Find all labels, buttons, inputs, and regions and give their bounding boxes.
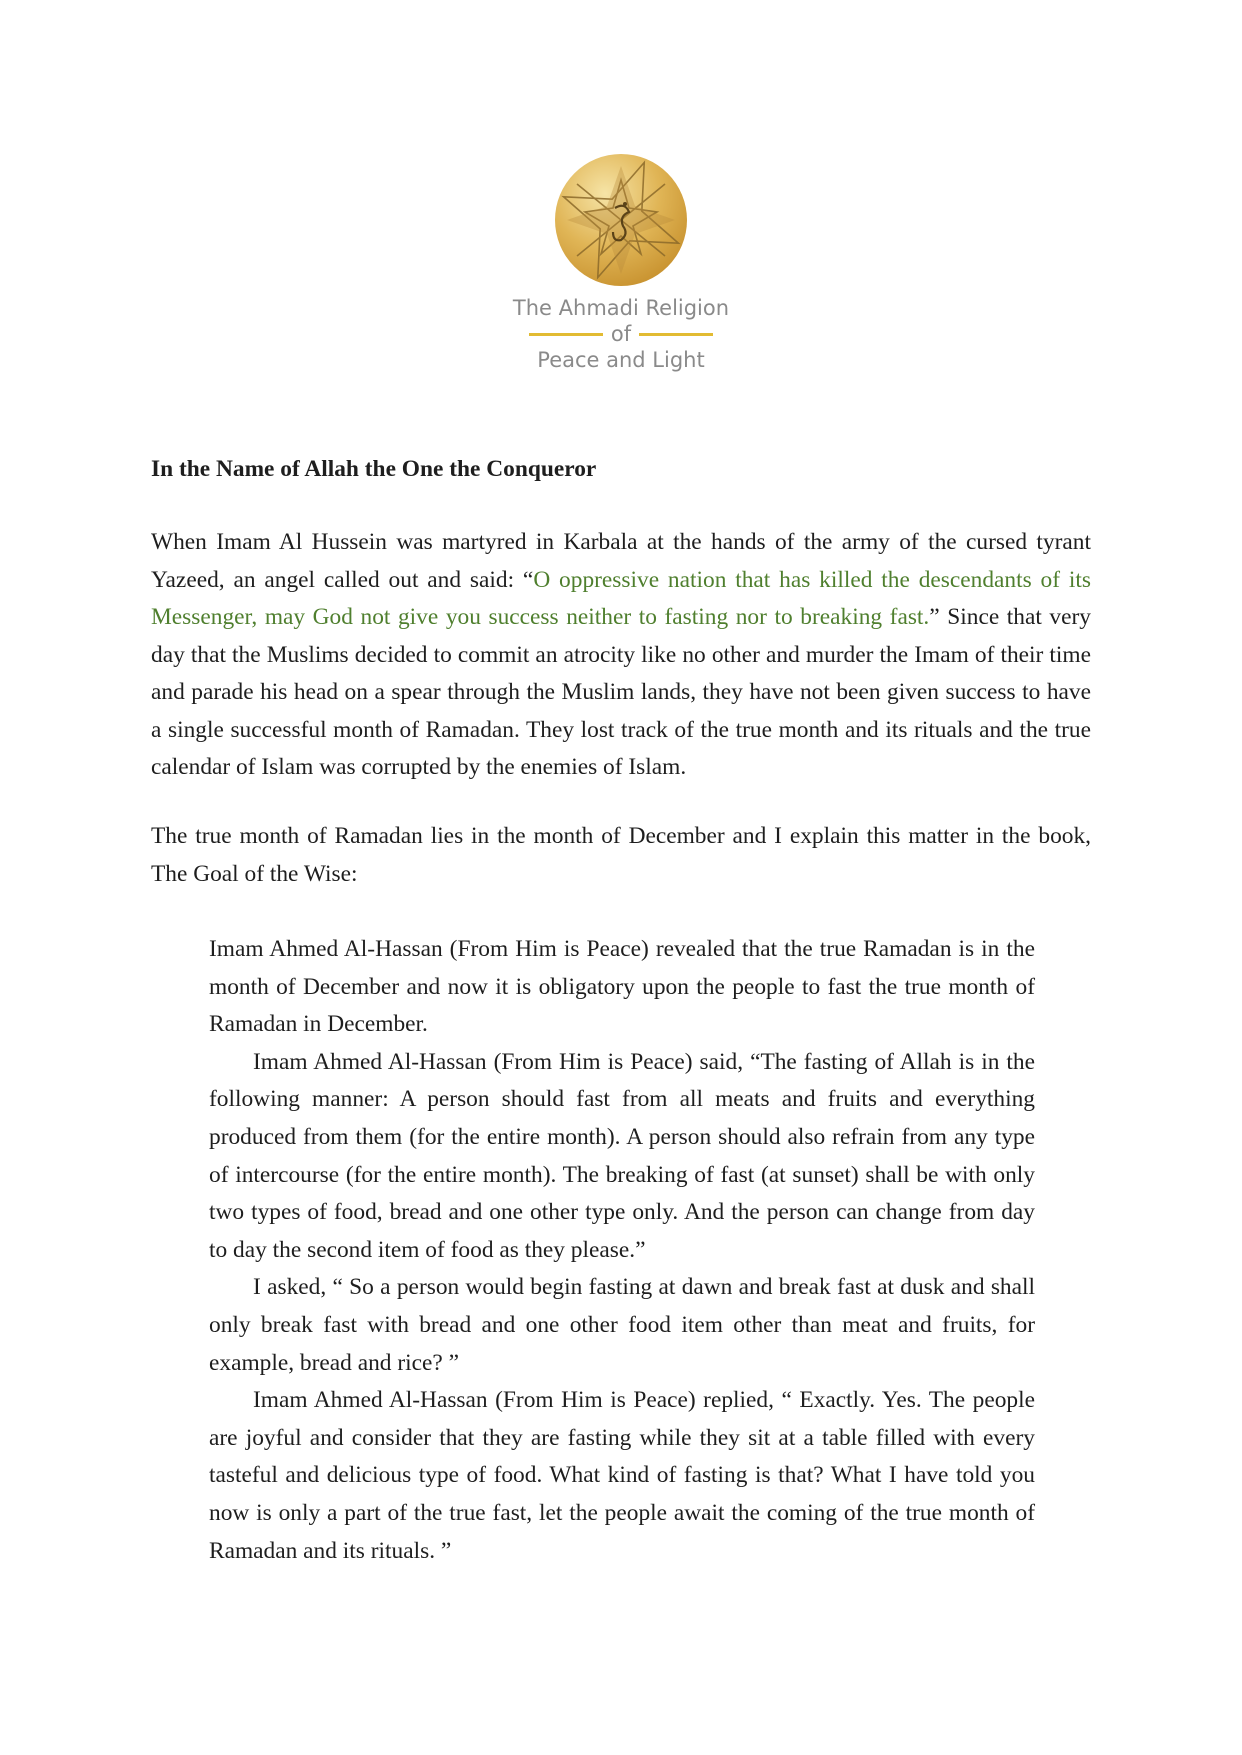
org-name-line-2 (0, 322, 1242, 346)
block-quote-paragraph: Imam Ahmed Al-Hassan (From Him is Peace) said, “The fasting of Allah is in the following manner: A person should fast from all meats and fruits and everything produced from them (for the entire month). A person should also refrain from any type of intercourse (for the entire month). The breaking of fast (at sunset) shall be with only two types of food, bread and one other type only. And the person can change from day to day the second item of food as they please.” (209, 1048, 1035, 1263)
block-quote (209, 931, 1035, 1570)
divider-rule (529, 333, 603, 336)
org-name-line-1: The Ahmadi Religion (512, 296, 730, 320)
intro-text-after-quote: ” Since that very day that the Muslims decided to commit an atrocity like no other and murder the Imam of their time and parade his head on a spear through the Muslim lands, they have not been given success to have a single successful month of Ramadan. They lost track of the true month and its rituals and the true calendar of Islam was corrupted by the enemies of Islam. (151, 604, 1091, 780)
intro-paragraph (151, 524, 1091, 787)
block-quote-paragraph: Imam Ahmed Al-Hassan (From Him is Peace) replied, “ Exactly. Yes. The people are joyful and consider that they are fasting while they sit at a table filled with every tasteful and delicious type of food. What kind of fasting is that? What I have told you now is only a part of the true fast, let the people await the coming of the true month of Ramadan and its rituals. ” (209, 1387, 1035, 1564)
star-emblem-icon (553, 152, 689, 288)
ramadan-paragraph (151, 818, 1091, 893)
ramadan-paragraph-text: The true month of Ramadan lies in the month of December and I explain this matter in the book, The Goal of the Wise: (151, 823, 1091, 887)
org-name-line-3: Peace and Light (537, 348, 705, 372)
organization-logo (0, 152, 1242, 288)
block-quote-paragraph: Imam Ahmed Al-Hassan (From Him is Peace) revealed that the true Ramadan is in the month of December and now it is obligatory upon the people to fast the true month of Ramadan in December. (209, 936, 1035, 1038)
angel-quote: O oppressive nation that has killed the descendants of its Messenger, may God not give you success neither to fasting nor to breaking fast. (151, 566, 1091, 630)
page-heading: In the Name of Allah the One the Conqueror (151, 456, 597, 482)
block-quote-paragraph: I asked, “ So a person would begin fasting at dawn and break fast at dusk and shall only break fast with bread and one other food item other than meat and fruits, for example, bread and rice? ” (209, 1274, 1035, 1376)
divider-rule (639, 333, 713, 336)
org-name-of: of (610, 322, 632, 346)
intro-text-before-quote: When Imam Al Hussein was martyred in Karbala at the hands of the army of the cursed tyrant Yazeed, an angel called out and said: “ (151, 529, 1091, 593)
